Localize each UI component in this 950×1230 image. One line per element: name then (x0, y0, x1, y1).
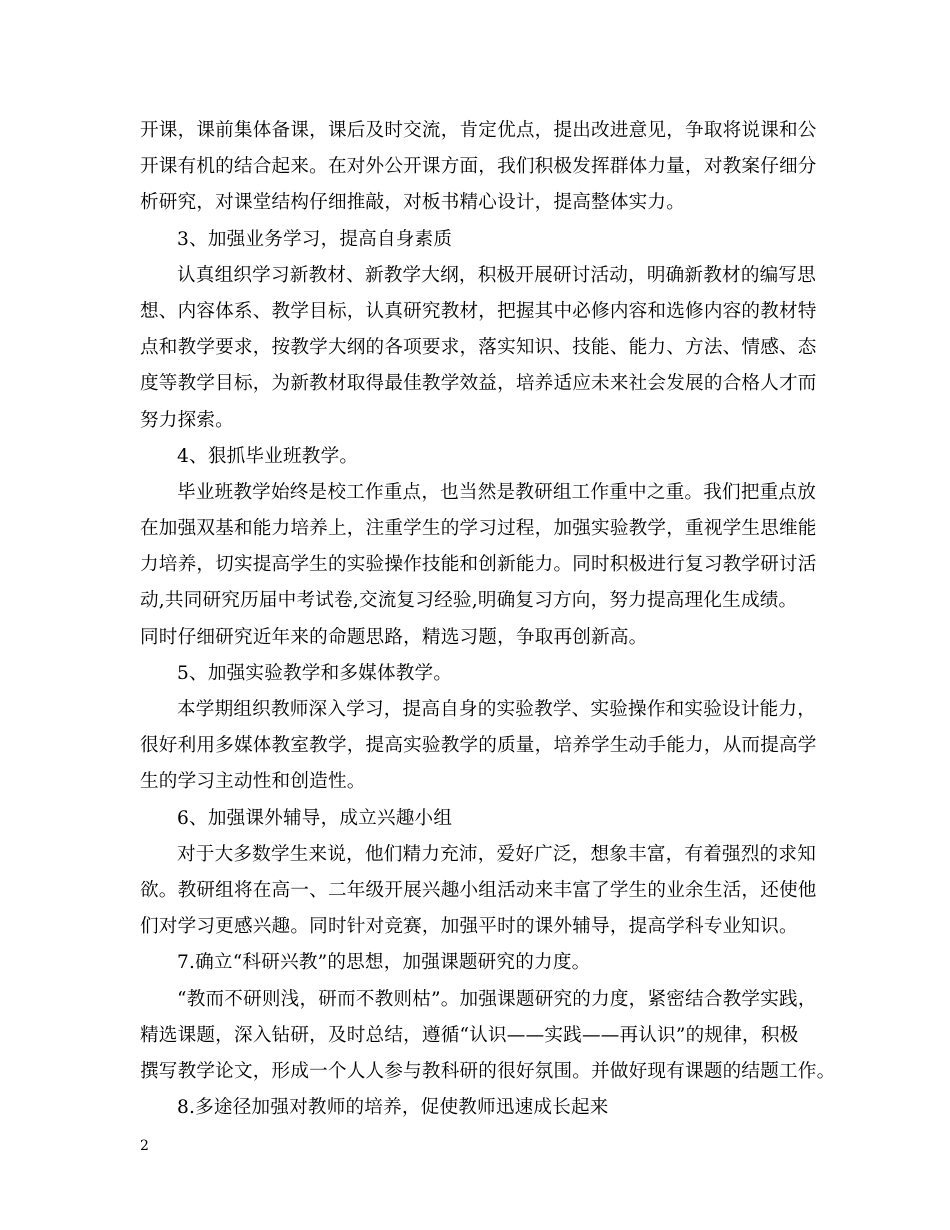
text-line: 本学期组织教师深入学习，提高自身的实验教学、实验操作和实验设计能力， (177, 699, 816, 720)
text-line: 开课有机的结合起来。在对外公开课方面，我们积极发挥群体力量，对教案仔细分 (140, 156, 817, 178)
text-line: 想、内容体系、教学目标，认真研究教材，把握其中必修内容和选修内容的教材特 (140, 300, 817, 322)
text-line: 力培养，切实提高学生的实验操作技能和创新能力。同时积极进行复习教学研讨活 (140, 554, 817, 576)
text-line: 析研究，对课堂结构仔细推敲，对板书精心设计，提高整体实力。 (140, 192, 686, 214)
text-line: 对于大多数学生来说，他们精力充沛，爱好广泛，想象丰富，有着强烈的求知 (177, 843, 816, 865)
text-line: 度等教学目标，为新教材取得最佳教学效益，培养适应未来社会发展的合格人才而 (140, 373, 817, 395)
text-line: 3、加强业务学习，提高自身素质 (177, 228, 453, 250)
text-line: 同时仔细研究近年来的命题思路，精选习题，争取再创新高。 (140, 626, 648, 648)
text-line: 欲。教研组将在高一、二年级开展兴趣小组活动来丰富了学生的业余生活，还使他 (140, 879, 817, 901)
text-line: 点和教学要求，按教学大纲的各项要求，落实知识、技能、能力、方法、情感、态 (140, 337, 817, 359)
text-line: 撰写教学论文，形成一个人人参与教科研的很好氛围。并做好现有课题的结题工作。 (140, 1060, 836, 1082)
text-line: 在加强双基和能力培养上，注重学生的学习过程，加强实验教学，重视学生思维能 (140, 518, 817, 540)
text-line: 努力探索。 (140, 409, 234, 431)
text-line: 毕业班教学始终是校工作重点，也当然是教研组工作重中之重。我们把重点放 (177, 481, 816, 503)
text-line: 5、加强实验教学和多媒体教学。 (177, 662, 453, 684)
text-line: 7.确立“科研兴教”的思想，加强课题研究的力度。 (177, 952, 591, 974)
text-line: 很好利用多媒体教室教学，提高实验教学的质量，培养学生动手能力，从而提高学 (140, 735, 817, 757)
text-line: 4、狠抓毕业班教学。 (177, 445, 359, 467)
text-line: 8.多途径加强对教师的培养，促使教师迅速成长起来 (177, 1097, 609, 1119)
page-number: 2 (140, 1138, 149, 1154)
text-line: 6、加强课外辅导，成立兴趣小组 (177, 807, 453, 829)
text-line: 生的学习主动性和创造性。 (140, 771, 366, 793)
text-line: 们对学习更感兴趣。同时针对竞赛，加强平时的课外辅导，提高学科专业知识。 (140, 916, 798, 938)
text-line: 开课，课前集体备课，课后及时交流，肯定优点，提出改进意见，争取将说课和公 (140, 120, 817, 141)
text-line: 动,共同研究历届中考试卷,交流复习经验,明确复习方向，努力提高理化生成绩。 (140, 590, 798, 612)
text-line: 认真组织学习新教材、新教学大纲，积极开展研讨活动，明确新教材的编写思 (177, 264, 816, 286)
text-line: “教而不研则浅，研而不教则枯”。加强课题研究的力度，紧密结合教学实践， (177, 988, 817, 1010)
document-body (140, 113, 836, 1126)
text-line: 精选课题，深入钻研，及时总结，遵循“认识——实践——再认识”的规律，积极 (140, 1024, 799, 1046)
